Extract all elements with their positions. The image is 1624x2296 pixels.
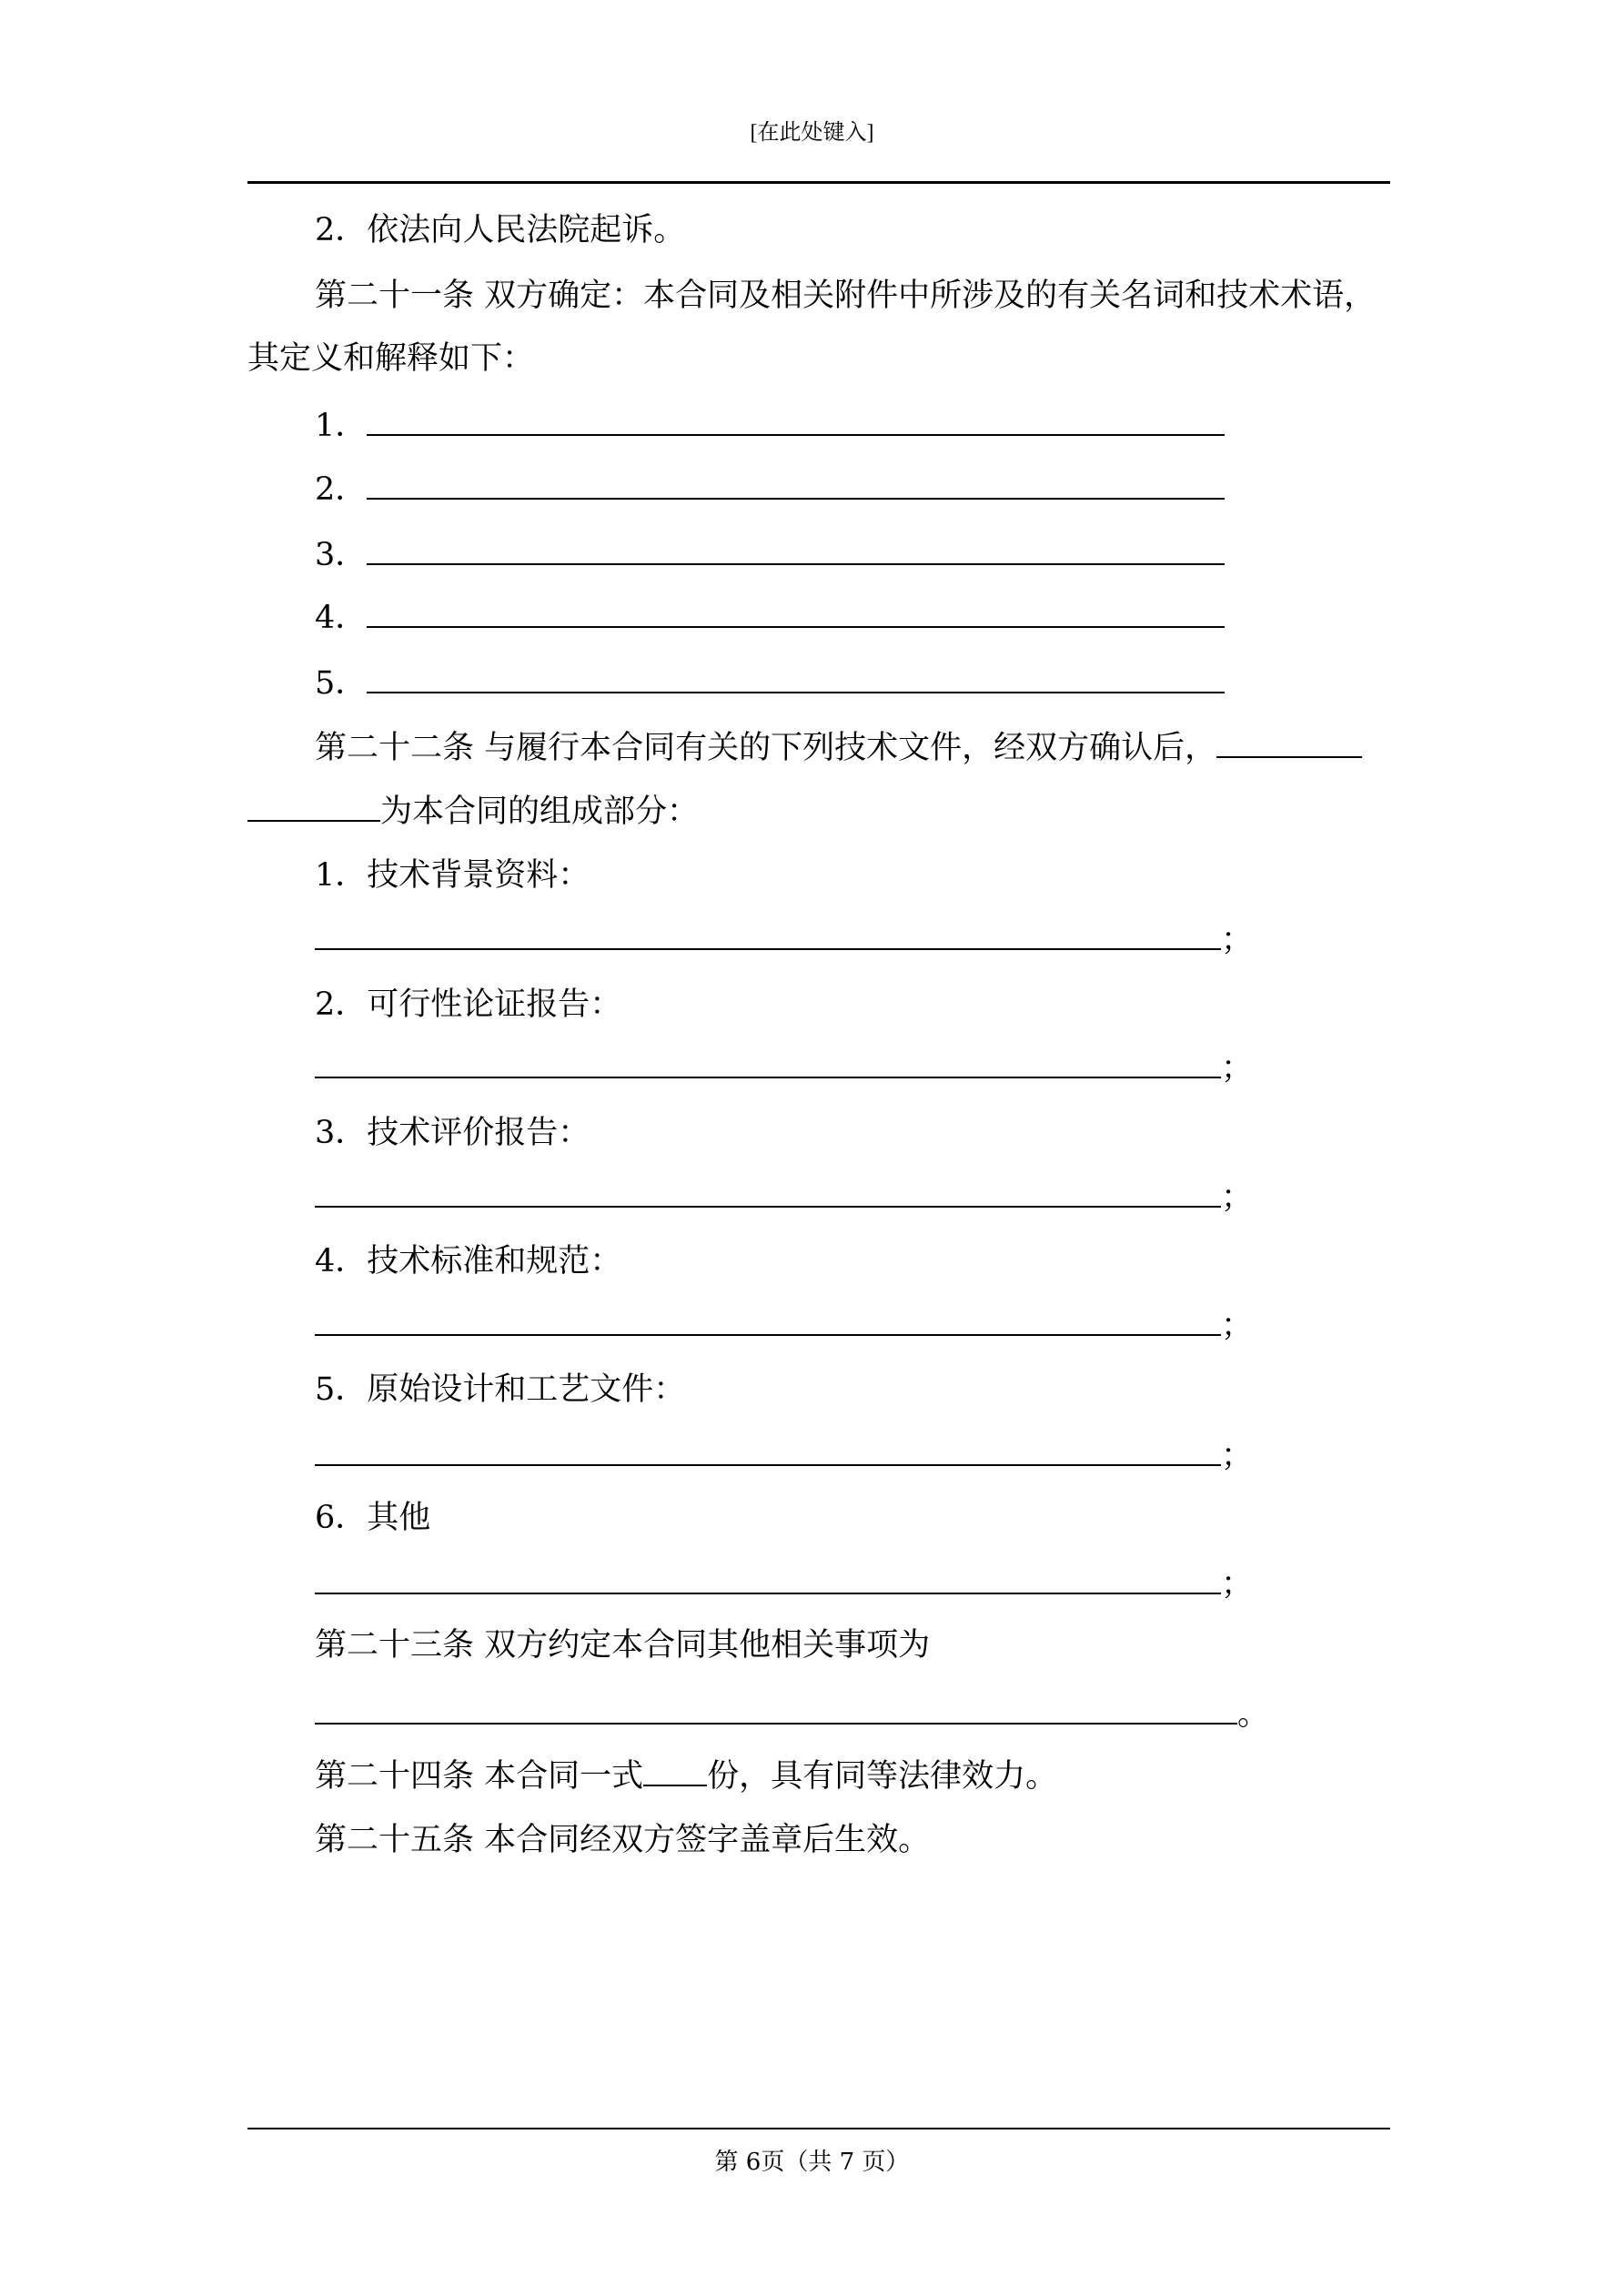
semicolon: ； xyxy=(1221,922,1254,958)
definition-blank[interactable] xyxy=(367,521,1225,565)
article-23-line xyxy=(247,1681,1461,1746)
article-22-line2 xyxy=(247,778,1394,844)
definition-item xyxy=(247,392,1461,458)
semicolon: ； xyxy=(1221,1179,1254,1216)
article-23: 第二十三条 双方约定本合同其他相关事项为 xyxy=(315,1627,931,1664)
doc-blank[interactable] xyxy=(315,1422,1221,1466)
copies-blank[interactable] xyxy=(643,1743,707,1786)
page-header: [在此处键入] xyxy=(750,121,874,145)
article-21-line1: 第二十一条 双方确定：本合同及相关附件中所涉及的有关名词和技术术语， xyxy=(315,278,1377,314)
definition-number: 2． xyxy=(315,471,368,508)
definition-item xyxy=(247,456,1461,521)
article-23-blank[interactable] xyxy=(315,1681,1237,1725)
doc-line xyxy=(247,906,1461,972)
semicolon: ； xyxy=(1221,1050,1254,1087)
footer-divider xyxy=(247,2128,1390,2129)
article-21-line2: 其定义和解释如下： xyxy=(247,340,535,377)
doc-label: 6．其他 xyxy=(315,1500,431,1536)
doc-label: 1．技术背景资料： xyxy=(315,857,590,894)
page-number: 第 6页（共 7 页） xyxy=(714,2149,910,2176)
doc-label: 3．技术评价报告： xyxy=(315,1115,590,1151)
doc-line xyxy=(247,1422,1461,1488)
article-24 xyxy=(247,1743,1461,1808)
semicolon: ； xyxy=(1221,1566,1254,1603)
semicolon: ； xyxy=(1221,1308,1254,1344)
doc-blank[interactable] xyxy=(315,1035,1221,1078)
article-24-text-cont: 份，具有同等法律效力。 xyxy=(707,1758,1058,1795)
article-25: 第二十五条 本合同经双方签字盖章后生效。 xyxy=(315,1822,931,1858)
article-22-line1 xyxy=(247,714,1461,780)
header-divider xyxy=(247,181,1390,184)
definition-number: 3． xyxy=(315,537,368,573)
doc-blank[interactable] xyxy=(315,1551,1221,1594)
doc-blank[interactable] xyxy=(315,1292,1221,1336)
doc-line xyxy=(247,1035,1461,1100)
article-22-blank[interactable] xyxy=(1216,714,1362,758)
doc-blank[interactable] xyxy=(315,1164,1221,1208)
period: 。 xyxy=(1237,1696,1270,1733)
article-22-text: 第二十二条 与履行本合同有关的下列技术文件，经双方确认后， xyxy=(315,730,1217,766)
article-22-blank-cont[interactable] xyxy=(247,778,380,822)
doc-label: 4．技术标准和规范： xyxy=(315,1243,622,1279)
doc-line xyxy=(247,1164,1461,1229)
definition-blank[interactable] xyxy=(367,392,1225,436)
doc-label: 5．原始设计和工艺文件： xyxy=(315,1371,686,1408)
definition-number: 4． xyxy=(315,600,368,636)
doc-blank[interactable] xyxy=(315,906,1221,950)
definition-item xyxy=(247,650,1461,715)
definition-blank[interactable] xyxy=(367,456,1225,500)
doc-line xyxy=(247,1292,1461,1358)
definition-number: 1． xyxy=(315,408,368,444)
doc-label: 2．可行性论证报告： xyxy=(315,986,622,1023)
semicolon: ； xyxy=(1221,1438,1254,1474)
article-22-text-cont: 为本合同的组成部分： xyxy=(380,794,700,830)
definition-item xyxy=(247,584,1461,650)
doc-line xyxy=(247,1551,1461,1616)
paragraph-item2: 2．依法向人民法院起诉。 xyxy=(315,212,686,248)
definition-blank[interactable] xyxy=(367,584,1225,628)
definition-blank[interactable] xyxy=(367,650,1225,693)
article-24-text: 第二十四条 本合同一式 xyxy=(315,1758,644,1795)
definition-item xyxy=(247,521,1461,587)
definition-number: 5． xyxy=(315,665,368,702)
